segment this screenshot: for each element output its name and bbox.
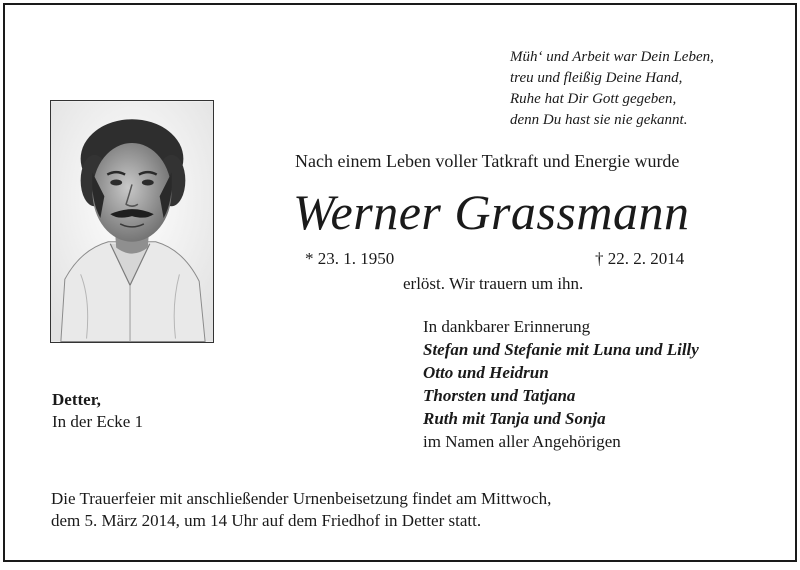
death-date: † 22. 2. 2014 (595, 249, 685, 268)
verse-line: Ruhe hat Dir Gott gegeben, (510, 91, 677, 107)
birth-date: * 23. 1. 1950 (305, 249, 395, 268)
mourners-block (423, 315, 699, 453)
memorial-verse (510, 47, 714, 131)
verse-line: treu und fleißig Deine Hand, (510, 70, 683, 86)
mourners-intro: In dankbarer Erinnerung (423, 317, 591, 336)
ceremony-info (51, 488, 551, 532)
portrait-photo (50, 100, 214, 343)
ceremony-line: dem 5. März 2014, um 14 Uhr auf dem Friedhof in Detter statt. (51, 511, 482, 530)
mourners-outro: im Namen aller Angehörigen (423, 432, 621, 451)
ceremony-line: Die Trauerfeier mit anschließender Urnenbeisetzung findet am Mittwoch, (51, 489, 552, 508)
address-street: In der Ecke 1 (52, 412, 144, 431)
address-block (52, 389, 143, 433)
released-line: erlöst. Wir trauern um ihn. (403, 274, 584, 293)
intro-line: Nach einem Leben voller Tatkraft und Energie wurde (295, 151, 680, 171)
family-line: Otto und Heidrun (423, 363, 549, 382)
family-line: Stefan und Stefanie mit Luna und Lilly (423, 340, 699, 359)
address-place: Detter, (52, 390, 101, 409)
verse-line: denn Du hast sie nie gekannt. (510, 112, 688, 128)
verse-line: Müh‘ und Arbeit war Dein Leben, (510, 49, 714, 65)
family-line: Thorsten und Tatjana (423, 386, 576, 405)
obituary-notice (3, 3, 797, 562)
deceased-name: Werner Grassmann (293, 184, 690, 240)
family-line: Ruth mit Tanja und Sonja (423, 409, 606, 428)
